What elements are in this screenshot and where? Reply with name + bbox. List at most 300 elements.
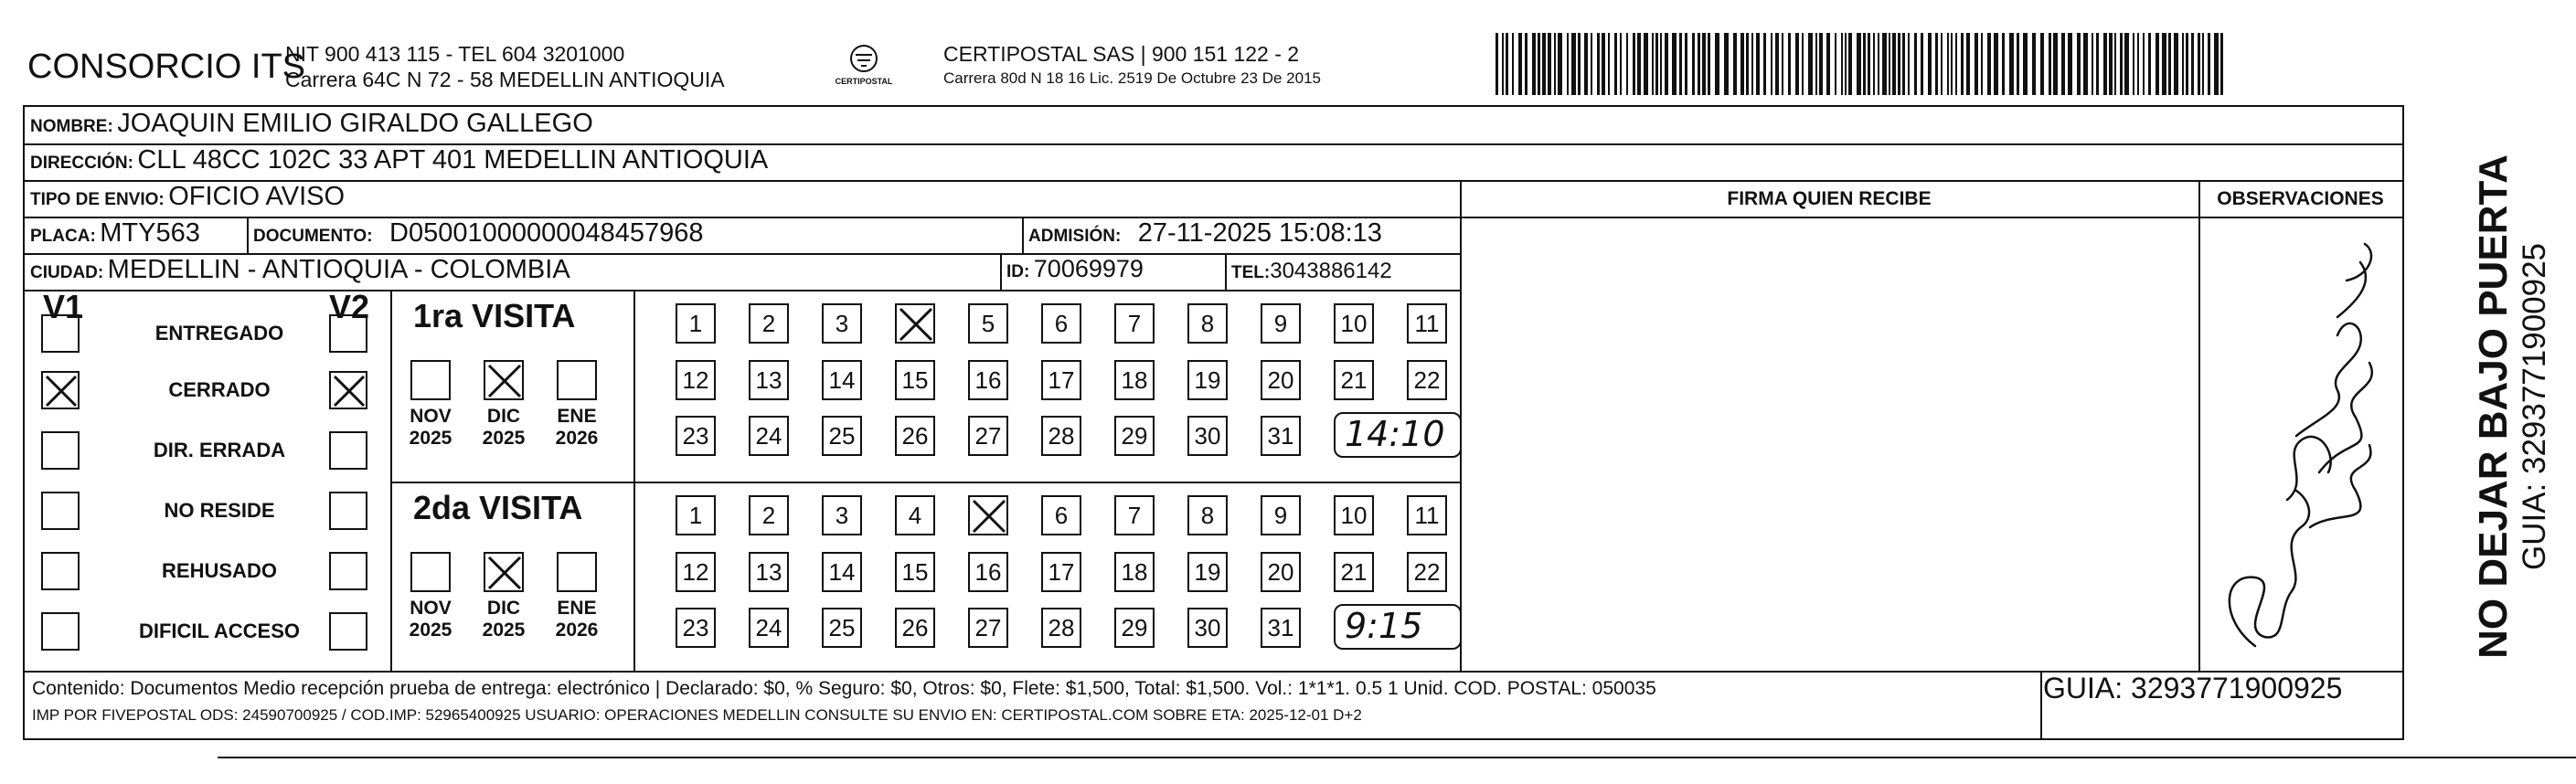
barcode-bar xyxy=(1644,33,1648,95)
barcode-bar xyxy=(1597,33,1600,95)
day-checkbox[interactable] xyxy=(1334,303,1374,344)
visit-time-box xyxy=(1334,604,1462,650)
barcode-bar xyxy=(1782,33,1783,95)
x-mark-icon xyxy=(43,373,80,409)
barcode-bar xyxy=(1848,33,1852,95)
day-number: 6 xyxy=(1054,501,1069,529)
v2-label: V2 xyxy=(329,288,370,325)
barcode-bar xyxy=(1902,33,1905,95)
guia-number: GUIA: 3293771900925 xyxy=(2043,672,2343,705)
barcode-bar xyxy=(2096,33,2099,95)
barcode-bar xyxy=(2124,33,2129,95)
day-checkbox[interactable] xyxy=(1261,416,1301,456)
barcode-bar xyxy=(1808,33,1813,95)
day-checkbox[interactable] xyxy=(1041,416,1081,456)
day-checkbox[interactable] xyxy=(749,552,789,592)
month-year: 2026 xyxy=(555,428,599,449)
x-mark-icon xyxy=(485,362,524,400)
day-checkbox[interactable] xyxy=(822,608,862,648)
send-type-label: TIPO DE ENVIO: xyxy=(30,190,165,209)
barcode-bar xyxy=(1889,33,1890,95)
day-checkbox[interactable] xyxy=(1261,495,1301,535)
day-checkbox[interactable] xyxy=(1114,416,1155,456)
barcode-bar xyxy=(1620,33,1622,95)
barcode-bar xyxy=(1951,33,1953,95)
barcode-bar xyxy=(1532,33,1536,95)
tel-label: TEL: xyxy=(1231,263,1271,282)
day-checkbox[interactable] xyxy=(822,495,862,535)
barcode-bar xyxy=(2077,33,2081,95)
barcode-bar xyxy=(1554,33,1556,95)
barcode-bar xyxy=(1715,33,1719,95)
month-label: ENE xyxy=(557,598,597,619)
day-checkbox[interactable] xyxy=(749,416,789,456)
barcode-bar xyxy=(2186,33,2188,95)
address-value: CLL 48CC 102C 33 APT 401 MEDELLIN ANTIOQUIA xyxy=(137,145,769,175)
month-label: ENE xyxy=(557,406,597,427)
barcode-bar xyxy=(2133,33,2134,95)
barcode-bar xyxy=(1788,33,1791,95)
barcode-bar xyxy=(1692,33,1695,95)
barcode-bar xyxy=(1935,33,1938,95)
barcode-bar xyxy=(1819,33,1823,95)
barcode-bar xyxy=(1771,33,1772,95)
barcode-bar xyxy=(2143,33,2145,95)
day-number: 13 xyxy=(755,557,782,586)
day-checkbox[interactable] xyxy=(1187,303,1228,344)
name-label: NOMBRE: xyxy=(30,117,113,136)
barcode-bar xyxy=(2137,33,2139,95)
barcode-bar xyxy=(1614,33,1617,95)
day-number: 5 xyxy=(981,309,995,337)
day-number: 14 xyxy=(828,366,856,394)
signature-header: FIRMA QUIEN RECIBE xyxy=(1727,188,1932,209)
barcode-bar xyxy=(1882,33,1887,95)
barcode-bar xyxy=(1873,33,1875,95)
day-checkbox[interactable] xyxy=(1334,360,1374,400)
barcode-bar xyxy=(1928,33,1932,95)
day-checkbox[interactable] xyxy=(1041,552,1081,592)
day-number: 28 xyxy=(1048,613,1075,641)
status-v2-checkbox[interactable] xyxy=(329,552,367,590)
admission-value: 27-11-2025 15:08:13 xyxy=(1137,218,1382,248)
day-checkbox[interactable] xyxy=(1187,552,1228,592)
day-number: 22 xyxy=(1413,366,1441,394)
day-number: 2 xyxy=(761,501,776,529)
barcode-bar xyxy=(1679,33,1682,95)
document-value: D05001000000048457968 xyxy=(389,218,704,248)
status-v1-checkbox[interactable] xyxy=(41,314,80,353)
day-checkbox[interactable] xyxy=(1407,495,1447,535)
day-checkbox[interactable] xyxy=(1407,360,1447,400)
observations-header: OBSERVACIONES xyxy=(2217,188,2384,209)
barcode-bar xyxy=(1506,33,1508,95)
day-checkbox[interactable] xyxy=(749,360,789,400)
v1-label: V1 xyxy=(43,288,84,325)
day-checkbox[interactable] xyxy=(1041,360,1081,400)
barcode-bar xyxy=(2083,33,2088,95)
day-number: 4 xyxy=(908,501,922,529)
day-checkbox[interactable] xyxy=(895,495,935,535)
handwritten-signature xyxy=(2200,226,2401,664)
month-checkbox[interactable] xyxy=(410,552,451,592)
month-checkbox[interactable] xyxy=(557,360,597,400)
day-number: 10 xyxy=(1340,309,1368,337)
day-number: 17 xyxy=(1048,557,1075,586)
day-checkbox[interactable] xyxy=(968,360,1008,400)
day-checkbox[interactable] xyxy=(968,495,1008,535)
day-number: 31 xyxy=(1267,613,1294,641)
bottom-rule xyxy=(218,757,2576,758)
month-checkbox[interactable] xyxy=(484,360,524,400)
no-under-door-warning: NO DEJAR BAJO PUERTA xyxy=(2471,154,2516,659)
id-value: 70069979 xyxy=(1033,255,1144,282)
day-checkbox[interactable] xyxy=(1334,495,1374,535)
day-checkbox[interactable] xyxy=(1261,552,1301,592)
side-guia-number: GUIA: 3293771900925 xyxy=(2517,242,2552,571)
admission-label: ADMISIÓN: xyxy=(1028,227,1122,246)
barcode-bar xyxy=(2214,33,2219,95)
barcode-bar xyxy=(1815,33,1817,95)
month-caption xyxy=(545,598,609,641)
barcode-bar xyxy=(1941,33,1943,95)
barcode-bar xyxy=(1518,33,1522,95)
day-number: 21 xyxy=(1340,557,1368,586)
barcode-bar xyxy=(1975,33,1978,95)
month-year: 2025 xyxy=(409,428,452,449)
month-label: NOV xyxy=(410,598,452,619)
day-number: 2 xyxy=(761,309,776,337)
month-caption xyxy=(545,406,609,450)
day-checkbox[interactable] xyxy=(676,416,716,456)
day-number: 23 xyxy=(682,613,709,641)
barcode-bar xyxy=(1724,33,1729,95)
day-checkbox[interactable] xyxy=(749,495,789,535)
day-checkbox[interactable] xyxy=(968,552,1008,592)
barcode-bar xyxy=(1502,33,1504,95)
barcode-bar xyxy=(1878,33,1879,95)
status-option-label: REHUSADO xyxy=(162,559,277,582)
barcode-bar xyxy=(2156,33,2159,95)
day-number: 12 xyxy=(682,366,709,394)
month-caption xyxy=(472,598,536,641)
id-label: ID: xyxy=(1006,262,1030,281)
day-number: 24 xyxy=(755,613,782,641)
day-checkbox[interactable] xyxy=(968,608,1008,648)
barcode-bar xyxy=(1841,33,1843,95)
plate-value: MTY563 xyxy=(100,218,200,248)
day-number: 6 xyxy=(1054,309,1069,337)
day-number: 27 xyxy=(974,613,1002,641)
day-checkbox[interactable] xyxy=(1041,303,1081,344)
barcode-bar xyxy=(1987,33,1991,95)
barcode-bar xyxy=(1857,33,1861,95)
barcode-bar xyxy=(1898,33,1900,95)
barcode-bar xyxy=(1914,33,1917,95)
barcode-bar xyxy=(1602,33,1605,95)
barcode-bar xyxy=(1826,33,1830,95)
barcode-bar xyxy=(1756,33,1760,95)
month-checkbox[interactable] xyxy=(410,360,451,400)
barcode-bar xyxy=(1685,33,1687,95)
barcode-bar xyxy=(1708,33,1710,95)
barcode-bar xyxy=(1698,33,1700,95)
day-number: 3 xyxy=(835,501,849,529)
barcode-bar xyxy=(1763,33,1766,95)
x-mark-icon xyxy=(970,497,1008,535)
day-number: 17 xyxy=(1048,366,1075,394)
barcode-bar xyxy=(1525,33,1528,95)
barcode-bar xyxy=(1571,33,1576,95)
day-checkbox[interactable] xyxy=(1187,360,1228,400)
barcode-bar xyxy=(2103,33,2107,95)
status-option-label: ENTREGADO xyxy=(154,322,284,344)
status-v1-checkbox[interactable] xyxy=(41,492,80,530)
barcode-bar xyxy=(1961,33,1964,95)
barcode-bar xyxy=(2148,33,2151,95)
barcode-bar xyxy=(1542,33,1546,95)
day-checkbox[interactable] xyxy=(676,608,716,648)
day-checkbox[interactable] xyxy=(676,552,716,592)
day-number: 9 xyxy=(1273,309,1288,337)
day-checkbox[interactable] xyxy=(676,360,716,400)
barcode-bar xyxy=(2049,33,2051,95)
barcode xyxy=(1496,33,2227,95)
month-checkbox[interactable] xyxy=(557,552,597,592)
barcode-bar xyxy=(1512,33,1514,95)
status-v2-checkbox[interactable] xyxy=(329,492,367,530)
barcode-bar xyxy=(1835,33,1836,95)
barcode-bar xyxy=(2017,33,2019,95)
status-v1-checkbox[interactable] xyxy=(41,431,80,470)
day-number: 29 xyxy=(1121,421,1148,450)
barcode-bar xyxy=(1981,33,1983,95)
city-label: CIUDAD: xyxy=(30,263,104,282)
barcode-bar xyxy=(1608,33,1610,95)
barcode-bar xyxy=(1672,33,1677,95)
day-number: 30 xyxy=(1194,613,1221,641)
day-number: 26 xyxy=(901,613,929,641)
day-checkbox[interactable] xyxy=(1114,495,1155,535)
day-number: 20 xyxy=(1267,557,1294,586)
barcode-bar xyxy=(1751,33,1753,95)
visit-title: 2da VISITA xyxy=(413,489,583,526)
day-number: 19 xyxy=(1194,557,1221,586)
day-checkbox[interactable] xyxy=(1114,303,1155,344)
day-number: 1 xyxy=(688,501,703,529)
barcode-bar xyxy=(1633,33,1635,95)
month-checkbox[interactable] xyxy=(484,552,524,592)
day-number: 28 xyxy=(1048,421,1075,450)
day-number: 29 xyxy=(1121,613,1148,641)
plate-label: PLACA: xyxy=(30,227,96,246)
month-caption xyxy=(472,406,536,450)
x-mark-icon xyxy=(897,305,935,344)
day-checkbox[interactable] xyxy=(1407,552,1447,592)
day-number: 19 xyxy=(1194,366,1221,394)
day-number: 1 xyxy=(688,309,703,337)
barcode-bar xyxy=(1665,33,1668,95)
day-checkbox[interactable] xyxy=(1114,552,1155,592)
barcode-bar xyxy=(1567,33,1569,95)
barcode-bar xyxy=(2023,33,2028,95)
barcode-bar xyxy=(1702,33,1706,95)
carrier-name: CERTIPOSTAL SAS | 900 151 122 - 2 xyxy=(943,42,1300,66)
barcode-bar xyxy=(1966,33,1970,95)
barcode-bar xyxy=(1652,33,1654,95)
barcode-bar xyxy=(1775,33,1779,95)
barcode-bar xyxy=(1845,33,1847,95)
status-v2-checkbox[interactable] xyxy=(329,431,367,470)
day-number: 8 xyxy=(1200,309,1215,337)
day-checkbox[interactable] xyxy=(749,608,789,648)
day-number: 21 xyxy=(1340,366,1368,394)
day-checkbox[interactable] xyxy=(1114,360,1155,400)
handwritten-visit-time: 14:10 xyxy=(1345,414,1445,454)
barcode-bar xyxy=(1496,33,1498,95)
barcode-bar xyxy=(2208,33,2210,95)
company-address: Carrera 64C N 72 - 58 MEDELLIN ANTIOQUIA xyxy=(285,68,725,91)
day-number: 31 xyxy=(1267,421,1294,450)
day-checkbox[interactable] xyxy=(1407,303,1447,344)
day-checkbox[interactable] xyxy=(895,608,935,648)
handwritten-visit-time: 9:15 xyxy=(1345,606,1423,646)
day-number: 16 xyxy=(974,366,1002,394)
plate-field xyxy=(30,218,200,249)
day-checkbox[interactable] xyxy=(822,360,862,400)
day-number: 9 xyxy=(1273,501,1288,529)
day-number: 22 xyxy=(1413,557,1441,586)
company-name: CONSORCIO ITS xyxy=(27,48,306,86)
month-caption xyxy=(399,598,463,641)
barcode-bar xyxy=(1921,33,1923,95)
day-number: 12 xyxy=(682,557,709,586)
status-option-label: DIR. ERRADA xyxy=(153,439,286,461)
barcode-bar xyxy=(2198,33,2200,95)
barcode-bar xyxy=(1740,33,1744,95)
barcode-bar xyxy=(1908,33,1910,95)
day-number: 3 xyxy=(835,309,849,337)
day-checkbox[interactable] xyxy=(1041,608,1081,648)
barcode-bar xyxy=(1591,33,1592,95)
barcode-bar xyxy=(1584,33,1588,95)
status-v1-checkbox[interactable] xyxy=(41,612,80,651)
month-label: DIC xyxy=(486,406,521,427)
day-checkbox[interactable] xyxy=(1261,360,1301,400)
send-type-row xyxy=(30,182,345,212)
day-number: 11 xyxy=(1414,309,1440,337)
status-v2-checkbox[interactable] xyxy=(329,314,367,353)
status-v1-checkbox[interactable] xyxy=(41,371,80,409)
visit-time-box xyxy=(1334,412,1462,458)
month-label: NOV xyxy=(410,406,452,427)
city-value: MEDELLIN - ANTIOQUIA - COLOMBIA xyxy=(107,255,570,284)
delivery-form-frame xyxy=(23,105,2404,740)
print-details: IMP POR FIVEPOSTAL ODS: 24590700925 / COD.IMP: 52965400925 USUARIO: OPERACIONES MEDELLIN CONSULTE SU ENVIO EN: CERTIPOSTAL.COM SOBRE ETA: 2025-12-01 D+2 xyxy=(32,706,1362,724)
day-checkbox[interactable] xyxy=(676,303,716,344)
day-checkbox[interactable] xyxy=(1261,608,1301,648)
month-caption xyxy=(399,406,463,450)
day-checkbox[interactable] xyxy=(1187,608,1228,648)
day-checkbox[interactable] xyxy=(968,303,1008,344)
barcode-bar xyxy=(2202,33,2204,95)
day-checkbox[interactable] xyxy=(1261,303,1301,344)
barcode-bar xyxy=(1795,33,1799,95)
barcode-bar xyxy=(1733,33,1737,95)
logo-text: CERTIPOSTAL xyxy=(835,77,893,86)
barcode-bar xyxy=(2009,33,2014,95)
barcode-bar xyxy=(1863,33,1866,95)
barcode-bar xyxy=(2114,33,2116,95)
barcode-bar xyxy=(2182,33,2184,95)
day-number: 27 xyxy=(974,421,1002,450)
day-checkbox[interactable] xyxy=(822,303,862,344)
document-field xyxy=(253,218,704,249)
admission-field xyxy=(1028,218,1382,249)
day-checkbox[interactable] xyxy=(895,360,935,400)
barcode-bar xyxy=(1947,33,1949,95)
day-number: 30 xyxy=(1194,421,1221,450)
day-number: 14 xyxy=(828,557,856,586)
day-checkbox[interactable] xyxy=(968,416,1008,456)
month-year: 2025 xyxy=(482,620,526,641)
day-checkbox[interactable] xyxy=(1114,608,1155,648)
barcode-bar xyxy=(2053,33,2058,95)
status-v2-checkbox[interactable] xyxy=(329,371,367,409)
barcode-bar xyxy=(2220,33,2223,95)
day-checkbox[interactable] xyxy=(895,303,935,344)
day-checkbox[interactable] xyxy=(1187,416,1228,456)
day-number: 26 xyxy=(901,421,929,450)
name-value: JOAQUIN EMILIO GIRALDO GALLEGO xyxy=(117,109,593,138)
barcode-bar xyxy=(2068,33,2072,95)
status-option-label: DIFICIL ACCESO xyxy=(138,620,300,642)
barcode-bar xyxy=(1955,33,1957,95)
day-checkbox[interactable] xyxy=(895,552,935,592)
status-v1-checkbox[interactable] xyxy=(41,552,80,590)
day-number: 18 xyxy=(1121,366,1148,394)
barcode-bar xyxy=(1626,33,1628,95)
day-checkbox[interactable] xyxy=(895,416,935,456)
barcode-bar xyxy=(1892,33,1896,95)
barcode-bar xyxy=(1868,33,1870,95)
day-checkbox[interactable] xyxy=(822,416,862,456)
barcode-bar xyxy=(2032,33,2036,95)
day-checkbox[interactable] xyxy=(749,303,789,344)
barcode-bar xyxy=(1558,33,1562,95)
address-row xyxy=(30,145,768,175)
barcode-bar xyxy=(2002,33,2005,95)
visit-title: 1ra VISITA xyxy=(413,297,576,334)
day-checkbox[interactable] xyxy=(1334,552,1374,592)
day-checkbox[interactable] xyxy=(1041,495,1081,535)
barcode-bar xyxy=(1578,33,1581,95)
company-nit: NIT 900 413 115 - TEL 604 3201000 xyxy=(285,42,625,66)
day-number: 13 xyxy=(755,366,782,394)
day-number: 20 xyxy=(1267,366,1294,394)
day-number: 11 xyxy=(1414,501,1440,529)
day-checkbox[interactable] xyxy=(676,495,716,535)
day-checkbox[interactable] xyxy=(822,552,862,592)
status-v2-checkbox[interactable] xyxy=(329,612,367,651)
day-number: 15 xyxy=(901,366,929,394)
status-option-label: NO RESIDE xyxy=(164,499,275,522)
day-number: 18 xyxy=(1121,557,1148,586)
day-number: 15 xyxy=(901,557,929,586)
barcode-bar xyxy=(2092,33,2093,95)
day-checkbox[interactable] xyxy=(1187,495,1228,535)
barcode-bar xyxy=(1538,33,1540,95)
